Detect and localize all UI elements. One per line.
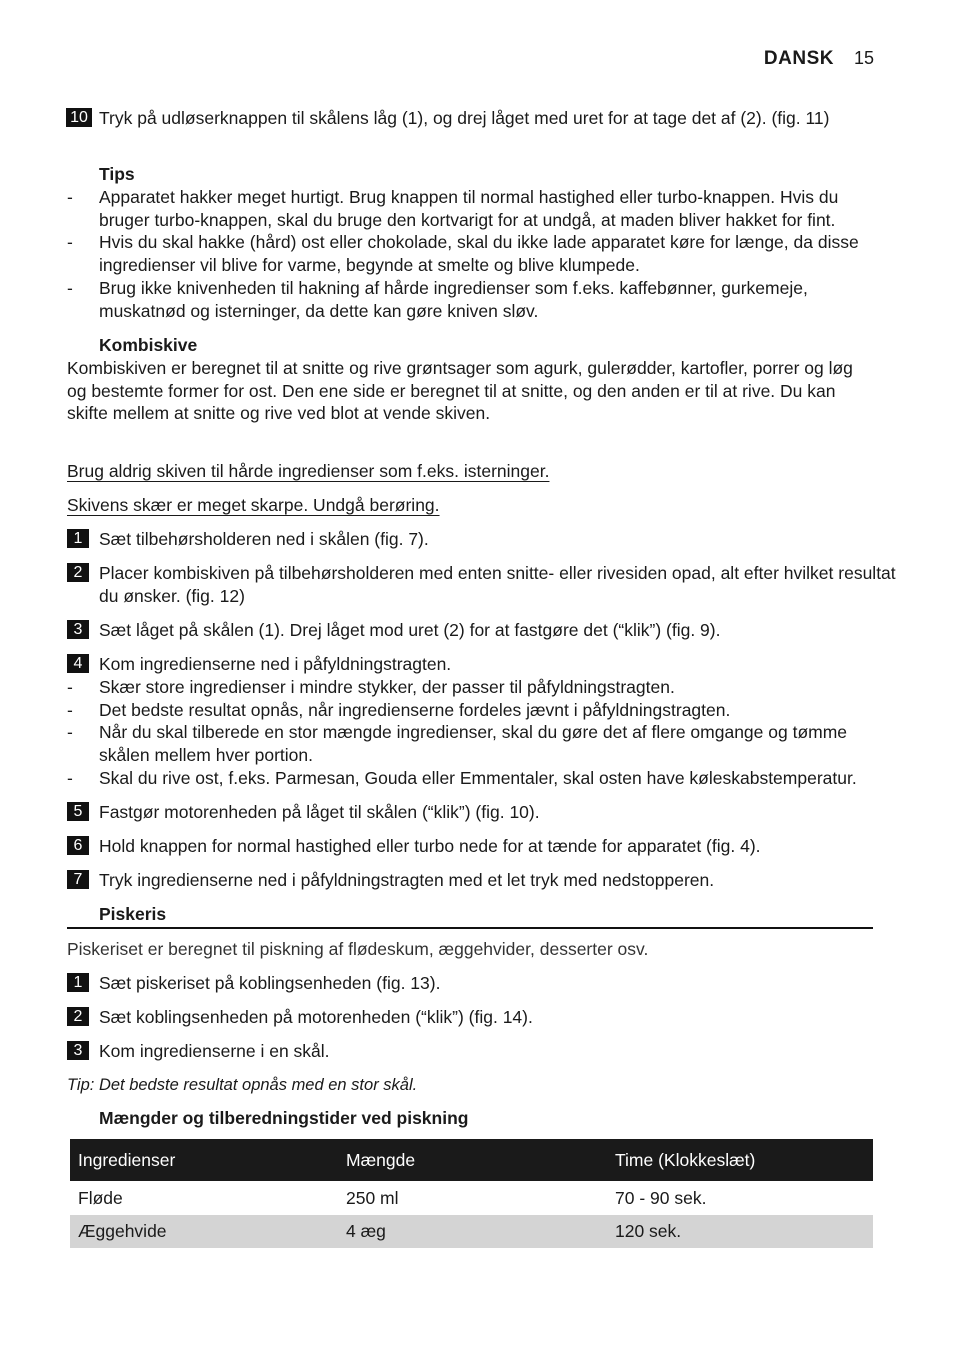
step-number: 5	[67, 802, 89, 821]
page-number: 15	[853, 48, 874, 68]
table-cell: 120 sek.	[615, 1221, 682, 1241]
step-number: 6	[67, 836, 89, 855]
step-text: Tryk ingredienserne ned i påfyldningstragten med et let tryk med nedstopperen.	[99, 870, 715, 890]
step-text: Sæt koblingsenheden på motorenheden (“klik”) (fig. 14).	[99, 1007, 533, 1027]
piskeris-intro: Piskeriset er beregnet til piskning af flødeskum, æggehvider, desserter osv.	[67, 939, 649, 959]
table-cell: Æggehvide	[78, 1221, 167, 1241]
table-title: Mængder og tilberedningstider ved piskning	[99, 1108, 469, 1128]
kombi-step-4	[67, 653, 905, 676]
step-text: Kom ingredienserne ned i påfyldningstragten.	[99, 654, 452, 674]
tips-list	[67, 186, 873, 322]
table-cell: Fløde	[78, 1187, 123, 1208]
step-text: Sæt piskeriset på koblingsenheden (fig. 13).	[99, 973, 441, 993]
kombi-step-6	[67, 835, 905, 858]
step-number: 4	[67, 654, 89, 673]
step-number: 1	[67, 529, 89, 548]
list-item: - Skær store ingredienser i mindre stykker, der passer til påfyldningstragten.	[67, 677, 675, 697]
table-header-row	[70, 1139, 873, 1181]
kombi-sub-list	[67, 676, 873, 790]
tips-heading: Tips	[99, 164, 135, 184]
piskeris-step-1	[67, 972, 905, 995]
kombi-step-1	[67, 528, 905, 551]
step-number: 2	[67, 1007, 89, 1026]
warning-2: Skivens skær er meget skarpe. Undgå berøring.	[67, 495, 440, 515]
table-row	[70, 1181, 873, 1215]
column-header: Time (Klokkeslæt)	[615, 1149, 756, 1170]
language-label: DANSK	[763, 48, 834, 69]
step-10	[67, 107, 905, 130]
section-rule	[67, 927, 873, 929]
list-item: - Brug ikke knivenheden til hakning af hårde ingredienser som f.eks. kaffebønner, gurkemeje, muskatnød og isterninger, da dette kan gøre kniven sløv.	[67, 277, 808, 321]
step-number: 10	[66, 108, 92, 127]
step-text: Tryk på udløserknappen til skålens låg (1), og drej låget med uret for at tage det af (2). (fig. 11)	[99, 108, 830, 128]
list-item: - Når du skal tilberede en stor mængde ingredienser, skal du gøre det af flere omgange og tømme skålen mellem hver portion.	[67, 722, 848, 766]
column-header: Mængde	[346, 1149, 416, 1170]
list-item: - Hvis du skal hakke (hård) ost eller chokolade, skal du ikke lade apparatet køre for længe, da disse ingredienser vil blive for varme, begynde at smelte og blive klumpede.	[67, 232, 859, 276]
piskeris-step-2	[67, 1006, 905, 1029]
tip-note: Tip: Det bedste resultat opnås med en stor skål.	[67, 1076, 418, 1094]
step-number: 2	[67, 563, 89, 582]
step-number: 1	[67, 973, 89, 992]
table-cell: 70 - 90 sek.	[615, 1187, 707, 1208]
step-text: Fastgør motorenheden på låget til skålen (“klik”) (fig. 10).	[99, 802, 540, 822]
step-text: Sæt tilbehørsholderen ned i skålen (fig. 7).	[99, 529, 429, 549]
list-item: - Det bedste resultat opnås, når ingredienserne fordeles jævnt i påfyldningstragten.	[67, 699, 731, 720]
table-cell: 250 ml	[346, 1187, 399, 1208]
step-number: 7	[67, 870, 89, 889]
column-header: Ingredienser	[78, 1149, 176, 1170]
step-text: Sæt låget på skålen (1). Drej låget mod uret (2) for at fastgøre det (“klik”) (fig. 9).	[99, 620, 721, 640]
step-number: 3	[67, 1041, 89, 1060]
table-cell: 4 æg	[346, 1221, 386, 1241]
step-text: Hold knappen for normal hastighed eller turbo nede for at tænde for apparatet (fig. 4).	[99, 836, 761, 856]
kombi-step-5	[67, 801, 905, 824]
page-header	[764, 48, 874, 70]
step-text: Placer kombiskiven på tilbehørsholderen med enten snitte- eller rivesiden opad, alt efter hvilket resultat du ønsker. (fig. 12)	[99, 563, 896, 606]
list-item: - Skal du rive ost, f.eks. Parmesan, Gouda eller Emmentaler, skal osten have køleskabstemperatur.	[67, 767, 857, 788]
step-number: 3	[67, 620, 89, 639]
kombi-step-3	[67, 619, 905, 642]
list-item: - Apparatet hakker meget hurtigt. Brug knappen til normal hastighed eller turbo-knappen. Hvis du bruger turbo-knappen, skal du bruge den kortvarigt for at undgå, at maden bliver hakket for fint.	[67, 187, 839, 230]
piskeris-heading: Piskeris	[99, 904, 167, 924]
kombi-step-2	[67, 562, 905, 607]
warning-1: Brug aldrig skiven til hårde ingredienser som f.eks. isterninger.	[67, 461, 550, 481]
step-text: Kom ingredienserne i en skål.	[99, 1041, 330, 1061]
whisk-table	[70, 1139, 873, 1248]
kombiskive-intro: Kombiskiven er beregnet til at snitte og rive grøntsager som agurk, gulerødder, kartofler, porrer og løg og bestemte former for ost. Den ene side er beregnet til at snitte, og den anden er til at rive. Du kan skifte mellem at snitte og rive ved blot at vende skiven.	[67, 358, 853, 424]
piskeris-step-3	[67, 1040, 905, 1063]
kombiskive-heading: Kombiskive	[99, 335, 198, 355]
table-row	[70, 1215, 873, 1248]
kombi-step-7	[67, 869, 905, 892]
